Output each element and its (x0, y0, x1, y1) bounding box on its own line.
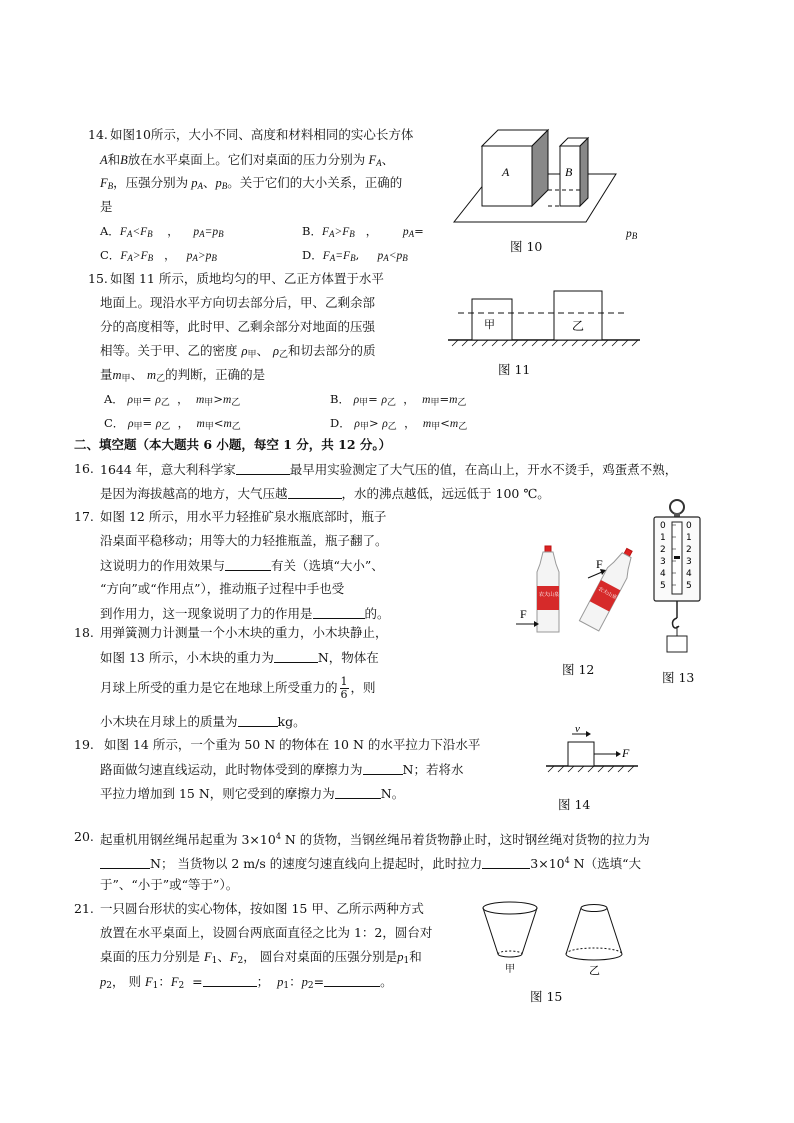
q16-line1: 1644 年，意大利科学家 最早用实验测定了大气压的值，在高山上，开水不烫手，鸡蛋煮不熟， (100, 462, 678, 477)
frustum-jia-label: 甲 (505, 964, 515, 975)
frustum-yi (566, 905, 622, 961)
svg-text:1: 1 (686, 533, 692, 543)
q16-line2: 是因为海拔越高的地方，大气压越 ，水的沸点越低，远远低于 100 ℃。 (100, 486, 550, 501)
figure-11-caption: 图 11 (498, 362, 531, 377)
bottle-upright (537, 546, 559, 632)
block-b-side (580, 138, 588, 206)
q20-blank-2[interactable] (482, 856, 530, 869)
q15-line3: 分的高度相等，此时甲、乙剩余部分对地面的压强 (100, 319, 376, 334)
hook (673, 618, 680, 628)
q14-option-d: D．$F_A=F_B$, $p_A<p_B$ (302, 248, 408, 263)
q19-number: 19. (74, 737, 94, 752)
force-label-top: F (596, 557, 603, 571)
q19-blank-2[interactable] (335, 786, 381, 799)
figure-13-caption: 图 13 (662, 670, 695, 685)
cube-yi-label: 乙 (572, 319, 585, 333)
q15-number: 15. (88, 271, 108, 286)
figure-12 (514, 538, 636, 638)
fraction-one-sixth: $\frac{1}{6}$ (340, 675, 348, 701)
q15-option-c: C． $\rho_甲= \rho_乙$ ， $m_甲<m_乙$ (104, 416, 241, 432)
wood-block (667, 636, 687, 652)
pointer (674, 556, 680, 559)
q14-option-c: C．$F_A>F_B$ ， $p_A>p_B$ (100, 248, 217, 263)
svg-text:3: 3 (660, 557, 666, 567)
q16-blank-1[interactable] (236, 462, 290, 475)
q16-number: 16. (74, 461, 94, 476)
figure-12-caption: 图 12 (562, 662, 595, 677)
q18-line4: 小木块在月球上的质量为 kg。 (100, 714, 306, 729)
q15-option-b: B． $\rho_甲= \rho_乙$ ， $m_甲=m_乙$ (330, 392, 467, 408)
q14-line1: 如图10所示，大小不同、高度和材料相同的实心长方体 (110, 127, 414, 142)
q21-line1: 一只圆台形状的实心物体，按如图 15 甲、乙所示两种方式 (100, 901, 424, 916)
q15-line2: 地面上。现沿水平方向切去部分后，甲、乙剩余部 (100, 295, 376, 310)
figure-14-caption: 图 14 (558, 797, 591, 812)
q17-blank-1[interactable] (225, 558, 271, 571)
q17-line3: 这说明力的作用效果与 有关（选填“大小”、 (100, 558, 384, 573)
q17-line4: “方向”或“作用点”），推动瓶子过程中手也受 (100, 581, 345, 596)
svg-text:0: 0 (660, 521, 666, 531)
q15-option-a: A． $\rho_甲= \rho_乙$ ， $m_甲>m_乙$ (104, 392, 241, 408)
figure-15 (478, 898, 628, 980)
figure-10 (452, 128, 617, 228)
figure-11 (448, 288, 642, 350)
force-label-bottom: F (520, 607, 527, 621)
force-arrow-top (588, 572, 602, 578)
frustum-yi-label: 乙 (589, 964, 600, 977)
frustum-jia (483, 902, 537, 957)
q21-blank-1[interactable] (203, 974, 257, 987)
q14-line3: $F_B$，压强分别为 $p_A$、$p_B$。关于它们的大小关系，正确的 (100, 175, 403, 191)
q21-line2: 放置在水平桌面上，设圆台两底面直径之比为 1：2，圆台对 (100, 925, 433, 940)
svg-text:1: 1 (660, 533, 666, 543)
cube-jia-label: 甲 (484, 318, 495, 331)
svg-text:2: 2 (686, 545, 692, 555)
ground-hatch (452, 340, 638, 346)
q20-line1: 起重机用钢丝绳吊起重为 $3\times 10^4$ N 的货物，当钢丝绳吊着货物静止时，这时钢丝绳对货物的拉力为 (100, 832, 650, 847)
q19-line3: 平拉力增加到 15 N，则它受到的摩擦力为 N。 (100, 786, 405, 801)
bottle-label-2: 农夫山泉 (597, 586, 618, 601)
q17-line5: 到作用力，这一现象说明了力的作用是 的。 (100, 606, 390, 621)
q14-line4: 是 (100, 199, 113, 214)
q19-line2: 路面做匀速直线运动，此时物体受到的摩擦力为 N；若将水 (100, 762, 464, 777)
figure-15-caption: 图 15 (530, 989, 563, 1004)
svg-text:4: 4 (660, 569, 666, 579)
svg-text:5: 5 (686, 581, 692, 591)
q18-blank-1[interactable] (274, 650, 318, 663)
q19-blank-1[interactable] (363, 762, 403, 775)
q20-line3: 于”、“小于”或“等于”）。 (100, 877, 239, 892)
q18-blank-2[interactable] (238, 714, 278, 727)
block-b-label: B (565, 165, 573, 179)
figure-13 (648, 498, 706, 666)
svg-text:0: 0 (686, 521, 692, 531)
q17-blank-2[interactable] (313, 606, 365, 619)
figure-10-caption: 图 10 (510, 239, 543, 254)
q20-number: 20. (74, 829, 94, 844)
q14-option-b: B．$F_A>F_B$ ， $p_A=$ (302, 224, 424, 239)
q14-option-a: A．$F_A<F_B$ ， $p_A=p_B$ (100, 224, 224, 239)
figure-14 (544, 722, 644, 778)
q14-line2: A和B放在水平桌面上。它们对桌面的压力分别为 $F_A$、 (100, 152, 395, 168)
moving-block (568, 742, 594, 766)
q15-option-d: D． $\rho_甲> \rho_乙$ ， $m_甲<m_乙$ (330, 416, 468, 432)
velocity-label: v (575, 723, 580, 735)
q15-line5: 量$m_甲$、 $m_乙$的判断，正确的是 (100, 367, 266, 384)
q21-number: 21. (74, 901, 94, 916)
svg-text:5: 5 (660, 581, 666, 591)
q21-blank-2[interactable] (324, 974, 380, 987)
q18-number: 18. (74, 625, 94, 640)
q14-number: 14. (88, 127, 108, 142)
q17-line2: 沿桌面平稳移动；用等大的力轻推瓶盖，瓶子翻了。 (100, 533, 388, 548)
bottle-label-1: 农夫山泉 (539, 592, 560, 598)
q19-line1: 如图 14 所示，一个重为 50 N 的物体在 10 N 的水平拉力下沿水平 (104, 737, 481, 752)
q14-option-b-tail: $p_B$ (626, 228, 638, 241)
q20-blank-1[interactable] (100, 856, 150, 869)
q15-line4: 相等。关于甲、乙的密度 $\rho_甲$、 $\rho_乙$和切去部分的质 (100, 343, 376, 360)
q21-line4: $p_2$， 则 $F_1$：$F_2$ = ； $p_1$：$p_2=$ 。 (100, 974, 393, 991)
spring-scale-ring (670, 500, 684, 514)
svg-text:3: 3 (686, 557, 692, 567)
svg-text:2: 2 (660, 545, 666, 555)
q18-line3: 月球上所受的重力是它在地球上所受重力的 $\frac{1}{6}$ ，则 (100, 675, 376, 701)
q18-line2: 如图 13 所示，小木块的重力为 N，物体在 (100, 650, 379, 665)
block-a-label: A (502, 165, 510, 179)
q17-number: 17. (74, 509, 94, 524)
q16-blank-2[interactable] (288, 486, 342, 499)
svg-text:4: 4 (686, 569, 692, 579)
q20-line2: N； 当货物以 2 m/s 的速度匀速直线向上提起时，此时拉力 $3\times 10^4$ N（选填“大 (100, 854, 641, 871)
q18-line1: 用弹簧测力计测量一个小木块的重力，小木块静止， (100, 625, 388, 640)
pull-force-label: F (622, 746, 630, 760)
bottle-tilted (579, 545, 636, 631)
q15-line1: 如图 11 所示，质地均匀的甲、乙正方体置于水平 (110, 271, 384, 286)
q21-line3: 桌面的压力分别是 $F_1$、$F_2$， 圆台对桌面的压强分别是$p_1$和 (100, 949, 422, 966)
section-2-title: 二、填空题（本大题共 6 小题，每空 1 分，共 12 分。） (74, 437, 392, 452)
q17-line1: 如图 12 所示，用水平力轻推矿泉水瓶底部时，瓶子 (100, 509, 387, 524)
